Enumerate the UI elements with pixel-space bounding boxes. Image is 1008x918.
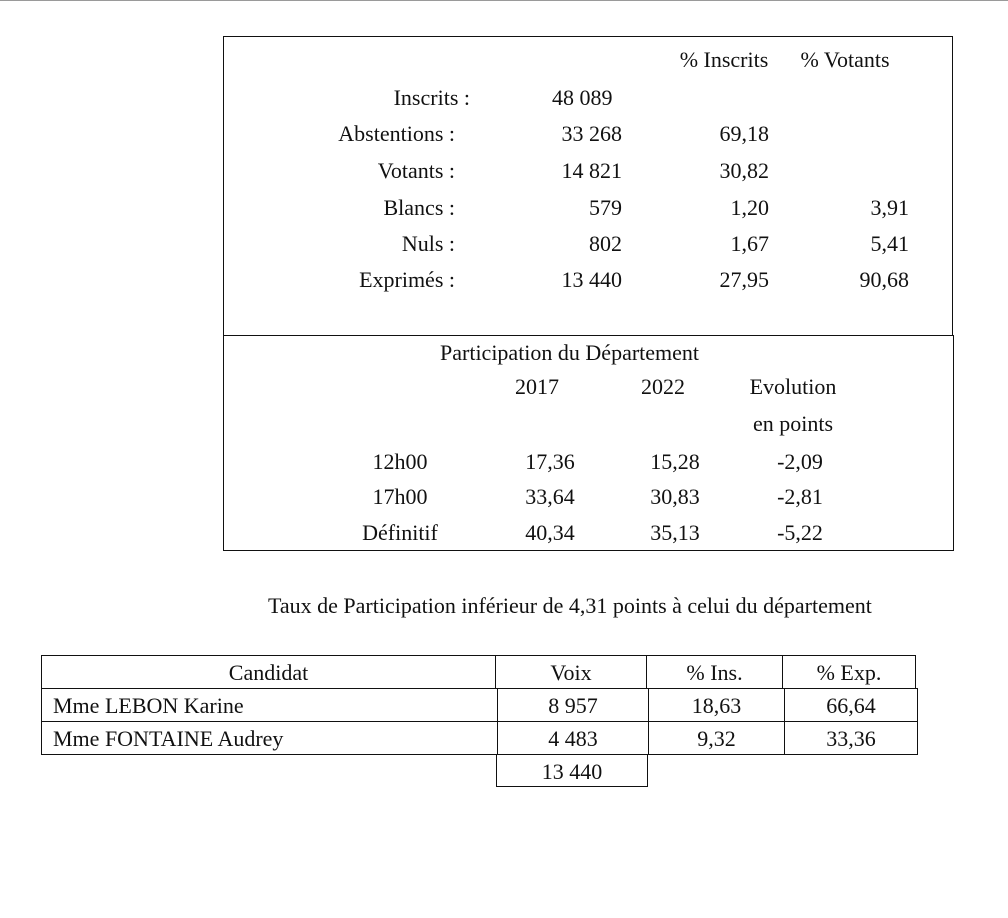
header-candidat: Candidat <box>41 655 496 689</box>
value-2022: 15,28 <box>650 449 700 474</box>
candidate-name: Mme FONTAINE Audrey <box>41 721 498 755</box>
top-divider <box>0 0 1008 1</box>
time-label: 17h00 <box>372 484 428 509</box>
value-2022: 30,83 <box>650 484 700 509</box>
participation-note: Taux de Participation inférieur de 4,31 points à celui du département <box>268 593 872 618</box>
time-label: Définitif <box>362 520 438 545</box>
row-pct-inscrits: 1,67 <box>730 231 769 256</box>
header-pct-exp: % Exp. <box>782 655 916 689</box>
value-2017: 40,34 <box>525 520 575 545</box>
row-value: 579 <box>589 195 622 220</box>
row-label: Blancs : <box>383 195 455 220</box>
evolution-value: -2,09 <box>777 449 823 474</box>
value-2022: 35,13 <box>650 520 700 545</box>
row-label: Votants : <box>377 158 455 183</box>
row-label: Abstentions : <box>338 121 455 146</box>
year-2017-header: 2017 <box>515 374 559 399</box>
row-value: 802 <box>589 231 622 256</box>
evolution-subheader: en points <box>752 411 834 436</box>
participation-box <box>223 335 954 551</box>
row-value: 13 440 <box>561 267 622 292</box>
total-voix: 13 440 <box>496 754 648 787</box>
participation-title: Participation du Département <box>440 340 700 365</box>
candidate-voix: 4 483 <box>497 721 649 755</box>
row-pct-inscrits: 1,20 <box>730 195 769 220</box>
row-label: Inscrits : <box>393 85 470 110</box>
header-pct-ins: % Ins. <box>646 655 783 689</box>
evolution-value: -2,81 <box>777 484 823 509</box>
row-pct-votants: 5,41 <box>870 231 909 256</box>
row-pct-inscrits: 30,82 <box>719 158 769 183</box>
evolution-header: Evolution <box>749 374 837 399</box>
time-label: 12h00 <box>372 449 428 474</box>
value-2017: 17,36 <box>525 449 575 474</box>
row-value: 48 089 <box>552 85 613 110</box>
candidate-pct-exp: 33,36 <box>784 721 918 755</box>
row-pct-inscrits: 69,18 <box>719 121 769 146</box>
row-label: Nuls : <box>401 231 455 256</box>
row-value: 33 268 <box>561 121 622 146</box>
pct-votants-header: % Votants <box>800 47 890 72</box>
row-value: 14 821 <box>561 158 622 183</box>
candidate-pct-exp: 66,64 <box>784 688 918 722</box>
candidate-name: Mme LEBON Karine <box>41 688 498 722</box>
row-label: Exprimés : <box>359 267 455 292</box>
candidate-voix: 8 957 <box>497 688 649 722</box>
header-voix: Voix <box>495 655 647 689</box>
candidate-pct-ins: 18,63 <box>648 688 785 722</box>
pct-inscrits-header: % Inscrits <box>679 47 769 72</box>
candidate-pct-ins: 9,32 <box>648 721 785 755</box>
row-pct-inscrits: 27,95 <box>719 267 769 292</box>
evolution-value: -5,22 <box>777 520 823 545</box>
row-pct-votants: 3,91 <box>870 195 909 220</box>
row-pct-votants: 90,68 <box>859 267 909 292</box>
year-2022-header: 2022 <box>641 374 685 399</box>
value-2017: 33,64 <box>525 484 575 509</box>
